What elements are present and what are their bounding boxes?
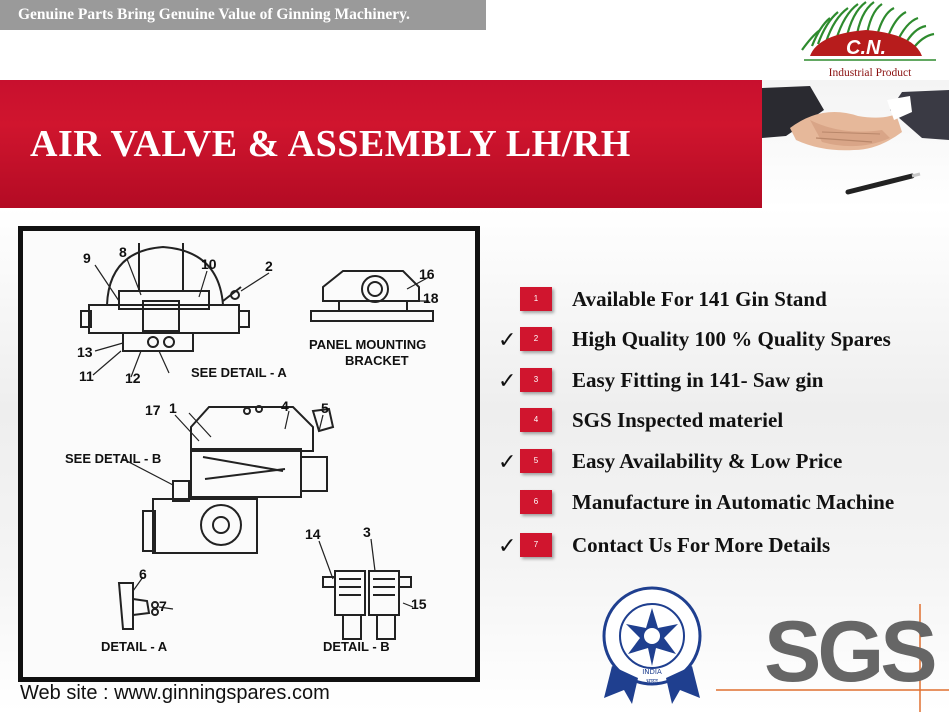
website-link[interactable]: Web site : www.ginningspares.com: [20, 682, 330, 704]
feature-number: 5: [520, 449, 552, 473]
logo-subtitle: Industrial Product: [828, 67, 912, 79]
feature-text: High Quality 100 % Quality Spares: [572, 327, 891, 351]
check-icon: ✓: [498, 450, 517, 475]
technical-drawing: [23, 231, 475, 677]
callout-3: 3: [363, 524, 371, 540]
logo-mark: C.N.: [846, 37, 886, 59]
label-detail-a: DETAIL - A: [101, 639, 168, 654]
label-see-detail-a: SEE DETAIL - A: [191, 365, 287, 380]
callout-6: 6: [139, 566, 147, 582]
label-see-detail-b: SEE DETAIL - B: [65, 451, 162, 466]
feature-item-5: [498, 446, 949, 476]
check-icon: ✓: [498, 328, 517, 353]
tagline-text: Genuine Parts Bring Genuine Value of Ginning Machinery.: [18, 6, 410, 23]
feature-item-1: [498, 284, 949, 314]
feature-item-2: [498, 324, 949, 354]
sgs-logo-text: SGS: [764, 604, 934, 700]
page-title: AIR VALVE & ASSEMBLY LH/RH: [30, 123, 631, 165]
callout-10: 10: [201, 256, 217, 272]
feature-number: 1: [520, 287, 552, 311]
callout-17: 17: [145, 402, 161, 418]
feature-text: SGS Inspected materiel: [572, 408, 784, 432]
feature-number: 7: [520, 533, 552, 557]
seal-bharat-text: भारत: [646, 678, 658, 685]
feature-item-4: [498, 405, 949, 435]
feature-text: Easy Fitting in 141- Saw gin: [572, 368, 824, 392]
feature-number: 3: [520, 368, 552, 392]
callout-4: 4: [281, 398, 289, 414]
callout-14: 14: [305, 526, 321, 542]
check-icon: ✓: [498, 534, 517, 559]
callout-1: 1: [169, 400, 177, 416]
handshake-image: [762, 80, 949, 208]
callout-13: 13: [77, 344, 93, 360]
nabl-seal-logo: [598, 586, 706, 706]
label-panel-mounting: PANEL MOUNTING: [309, 337, 427, 352]
callout-5: 5: [321, 400, 329, 416]
callout-15: 15: [411, 596, 427, 612]
callout-16: 16: [419, 266, 435, 282]
seal-india-text: INDIA: [642, 668, 662, 676]
callout-12: 12: [125, 370, 141, 386]
feature-item-3: [498, 365, 949, 395]
label-bracket: BRACKET: [345, 353, 409, 368]
label-detail-b: DETAIL - B: [323, 639, 390, 654]
feature-text: Contact Us For More Details: [572, 533, 831, 557]
feature-number: 2: [520, 327, 552, 351]
feature-text: Easy Availability & Low Price: [572, 449, 843, 473]
tagline-bar: [0, 0, 486, 30]
callout-9: 9: [83, 250, 91, 266]
callout-7: 7: [159, 598, 167, 614]
callout-18: 18: [423, 290, 439, 306]
feature-item-6: [498, 487, 949, 517]
feature-item-7: [498, 530, 949, 560]
callout-8: 8: [119, 244, 127, 260]
callout-2: 2: [265, 258, 273, 274]
check-icon: ✓: [498, 369, 517, 394]
callout-11: 11: [79, 368, 94, 384]
feature-text: Available For 141 Gin Stand: [572, 287, 827, 311]
technical-drawing-frame: [18, 226, 480, 682]
sgs-logo: [716, 604, 949, 712]
company-logo: [790, 0, 949, 80]
feature-number: 4: [520, 408, 552, 432]
feature-text: Manufacture in Automatic Machine: [572, 490, 895, 514]
feature-number: 6: [520, 490, 552, 514]
